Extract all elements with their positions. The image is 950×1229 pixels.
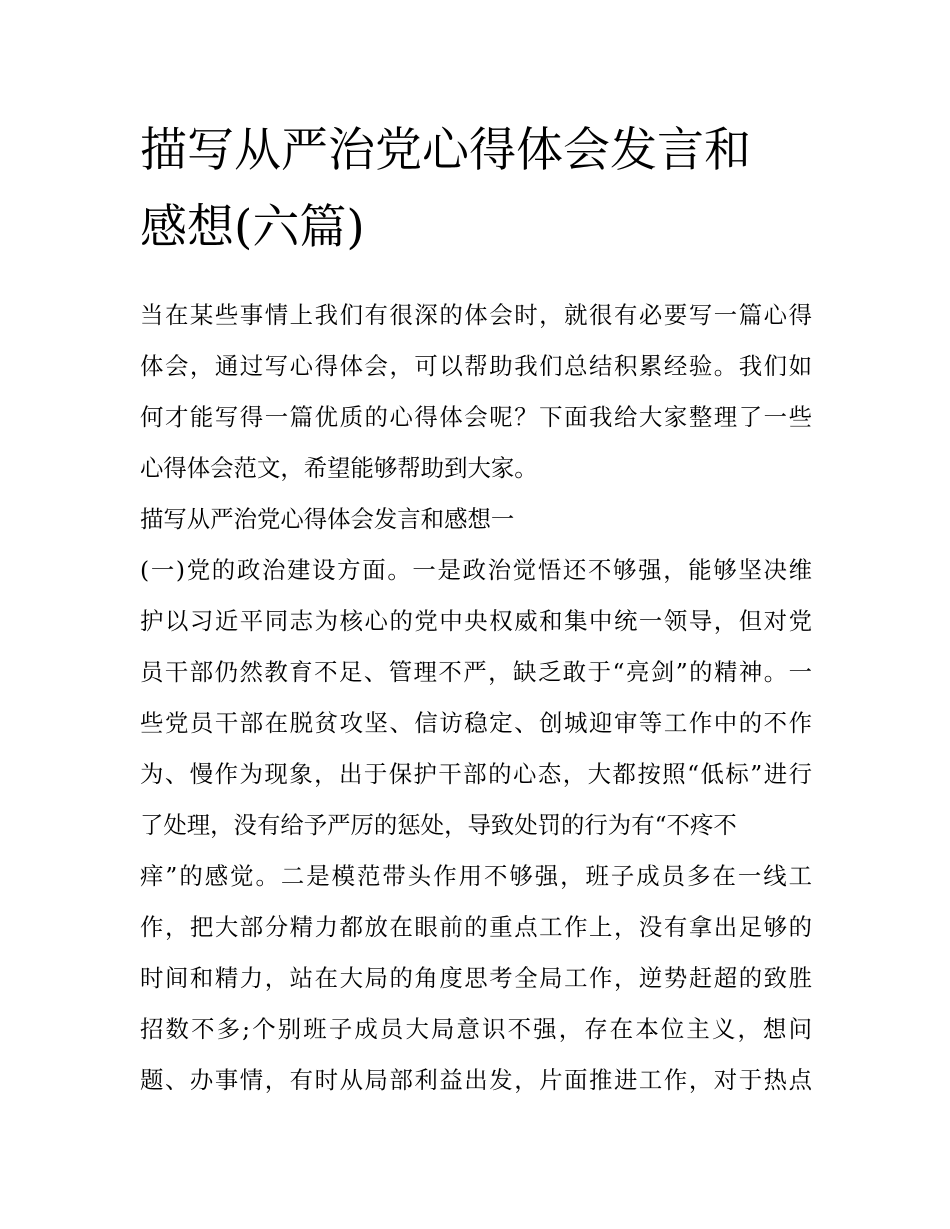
- title-line: 感想(六篇): [140, 200, 365, 255]
- body-paragraph: [140, 545, 812, 1106]
- body-line: 护以习近平同志为核心的党中央权威和集中统一领导，但对党: [140, 607, 812, 635]
- body-line: 了处理，没有给予严厉的惩处，导致处罚的行为有“不疼不: [140, 811, 737, 839]
- document-content: [140, 112, 812, 1106]
- intro-line: 心得体会范文，希望能够帮助到大家。: [140, 454, 538, 482]
- intro-line: 当在某些事情上我们有很深的体会时，就很有必要写一篇心得: [140, 301, 812, 329]
- title-line: 描写从严治党心得体会发言和: [140, 123, 751, 178]
- intro-paragraph: [140, 290, 812, 494]
- intro-line: 何才能写得一篇优质的心得体会呢？下面我给大家整理了一些: [140, 403, 812, 431]
- body-line: 题、办事情，有时从局部利益出发，片面推进工作，对于热点: [140, 1066, 812, 1094]
- section-heading: 描写从严治党心得体会发言和感想一: [140, 505, 515, 533]
- document-title: [140, 112, 812, 266]
- body-line: 时间和精力，站在大局的角度思考全局工作，逆势赶超的致胜: [140, 964, 812, 992]
- intro-line: 体会，通过写心得体会，可以帮助我们总结积累经验。我们如: [140, 352, 812, 380]
- body-line: 些党员干部在脱贫攻坚、信访稳定、创城迎审等工作中的不作: [140, 709, 812, 737]
- body-line: 招数不多;个别班子成员大局意识不强，存在本位主义，想问: [140, 1015, 812, 1043]
- body-line: 痒”的感觉。二是模范带头作用不够强，班子成员多在一线工: [140, 862, 812, 890]
- document-body: [140, 290, 812, 1106]
- body-line: 作，把大部分精力都放在眼前的重点工作上，没有拿出足够的: [140, 913, 812, 941]
- body-line: 为、慢作为现象，出于保护干部的心态，大都按照“低标”进行: [140, 760, 812, 788]
- body-line: (一)党的政治建设方面。一是政治觉悟还不够强，能够坚决维: [140, 556, 812, 584]
- body-line: 员干部仍然教育不足、管理不严，缺乏敢于“亮剑”的精神。一: [140, 658, 812, 686]
